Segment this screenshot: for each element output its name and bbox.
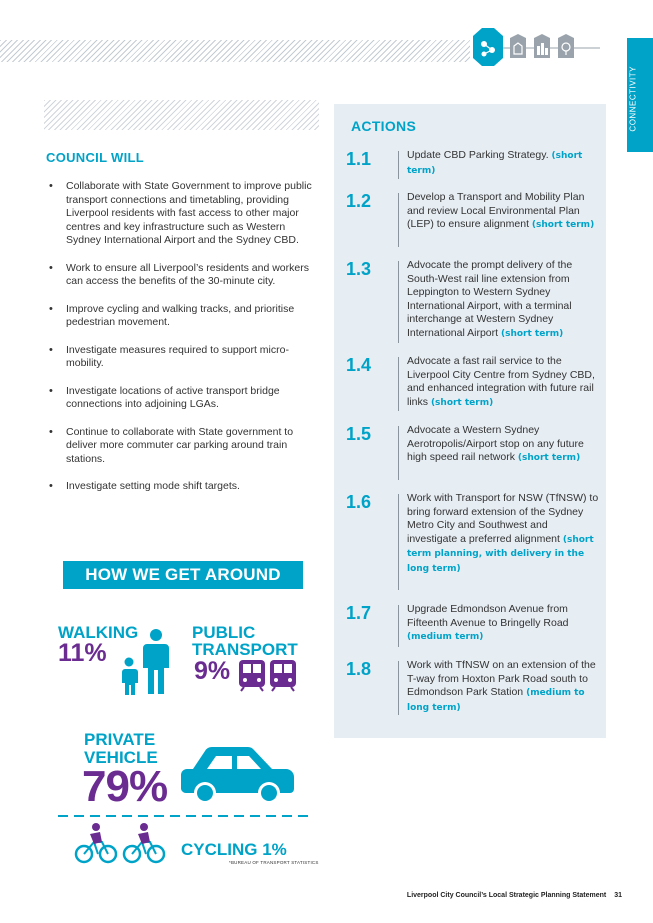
private-vehicle-label-line2: VEHICLE	[84, 748, 158, 767]
action-term: (short term)	[500, 328, 564, 339]
car-icon	[177, 745, 297, 807]
bullet-dot-icon: •	[49, 343, 53, 356]
action-term: (short term)	[430, 397, 494, 408]
public-transport-percent: 9%	[194, 657, 231, 685]
council-will-heading: COUNCIL WILL	[46, 150, 144, 165]
buildings-icon	[534, 34, 550, 58]
action-divider	[398, 193, 399, 247]
footer-title: Liverpool City Council’s Local Strategic Planning Statement	[406, 892, 607, 899]
action-text: Work with Transport for NSW (TfNSW) to bring forward extension of the Sydney Metro City and Southwest and investigate a preferred alignment (short term planning, with delivery in the long term)	[407, 492, 599, 574]
how-we-get-around-banner: HOW WE GET AROUND	[63, 561, 303, 589]
list-item: • Investigate setting mode shift targets.	[49, 480, 240, 492]
action-text: Advocate the prompt delivery of the South-West rail line extension from Leppington to Western Sydney International Airport, with a terminal interchange at Western Sydney International Airport (short term)	[407, 259, 573, 339]
action-term: (medium to long term)	[407, 688, 585, 713]
action-number: 1.3	[346, 259, 372, 279]
private-vehicle-label-line1: PRIVATE	[84, 730, 156, 749]
bullet-dot-icon: •	[49, 302, 53, 315]
action-text: Develop a Transport and Mobility Plan and review Local Environmental Plan (LEP) to ensure alignment (short term)	[407, 191, 595, 230]
walking-percent: 11%	[58, 639, 107, 667]
action-text: Work with TfNSW on an extension of the T-way from Hoxton Park Road south to Edmondson Park Station (medium to long term)	[407, 659, 596, 713]
action-term: (short term)	[531, 220, 595, 230]
action-term: (short term)	[407, 151, 583, 176]
action-number: 1.8	[346, 659, 372, 679]
action-number: 1.2	[346, 191, 372, 211]
theme-icons-strip	[470, 24, 610, 74]
connectivity-hexagon-icon	[473, 28, 503, 66]
actions-heading: ACTIONS	[351, 118, 417, 134]
council-hatch-band	[44, 100, 319, 130]
bullet-dot-icon: •	[49, 384, 53, 397]
action-term: (medium term)	[407, 632, 484, 642]
infrastructure-icon	[558, 34, 574, 58]
action-number: 1.7	[346, 603, 372, 623]
page-footer	[407, 892, 622, 899]
action-number: 1.5	[346, 424, 372, 444]
walking-people-icon	[118, 627, 174, 697]
council-bullet-list	[46, 180, 316, 508]
list-item: • Improve cycling and walking tracks, and prioritise pedestrian movement.	[49, 302, 295, 328]
action-term: (short term)	[517, 453, 581, 463]
action-divider	[398, 357, 399, 411]
list-item: • Investigate locations of active transport bridge connections into adjoining LGAs.	[49, 384, 280, 410]
action-number: 1.4	[346, 355, 372, 375]
action-number: 1.6	[346, 492, 372, 512]
public-transport-label-line2: TRANSPORT	[192, 640, 298, 659]
action-text: Advocate a Western Sydney Aerotropolis/Airport stop on any future high speed rail network (short term)	[407, 424, 584, 463]
bullet-dot-icon: •	[49, 180, 53, 192]
cycling-label: CYCLING 1%	[181, 840, 287, 859]
action-number: 1.1	[346, 149, 372, 169]
action-divider	[398, 605, 399, 647]
source-note: *BUREAU OF TRANSPORT STATISTICS	[229, 860, 319, 865]
cyclists-icon	[74, 822, 170, 866]
list-item: • Collaborate with State Government to improve public transport connections and timetabling, providing Liverpool residents with fast access to other major centres and key infrastructure such as Western Sydney International Airport and the Sydney CBD.	[49, 180, 312, 246]
walking-label: WALKING	[58, 623, 139, 642]
bullet-dot-icon: •	[49, 261, 53, 274]
header-hatch-band	[0, 40, 470, 62]
action-divider	[398, 494, 399, 590]
action-divider	[398, 426, 399, 480]
bullet-dot-icon: •	[49, 425, 53, 438]
list-item: • Work to ensure all Liverpool’s residents and workers can access the benefits of the 30-minute city.	[49, 261, 309, 287]
public-transport-label-line1: PUBLIC	[192, 623, 256, 642]
action-text: Upgrade Edmondson Avenue from Fifteenth Avenue to Bringelly Road (medium term)	[407, 603, 569, 642]
bullet-dot-icon: •	[49, 480, 53, 492]
action-divider	[398, 661, 399, 715]
dashed-divider	[58, 815, 308, 817]
train-icon	[238, 658, 298, 692]
action-text: Advocate a fast rail service to the Liverpool City Centre from Sydney CBD, and enhanced integration with future rail links (short term)	[407, 355, 595, 408]
action-text: Update CBD Parking Strategy. (short term)	[407, 149, 583, 176]
home-icon	[510, 34, 526, 58]
action-term: (short term planning, with delivery in the long term)	[407, 534, 594, 574]
private-vehicle-percent: 79%	[82, 762, 168, 811]
action-divider	[398, 151, 399, 179]
list-item: • Continue to collaborate with State government to deliver more commuter car parking around train stations.	[49, 425, 294, 465]
page-number: 31	[614, 892, 622, 899]
list-item: • Investigate measures required to support micro-mobility.	[49, 343, 289, 369]
side-tab-label: CONNECTIVITY	[629, 66, 638, 132]
action-divider	[398, 261, 399, 343]
